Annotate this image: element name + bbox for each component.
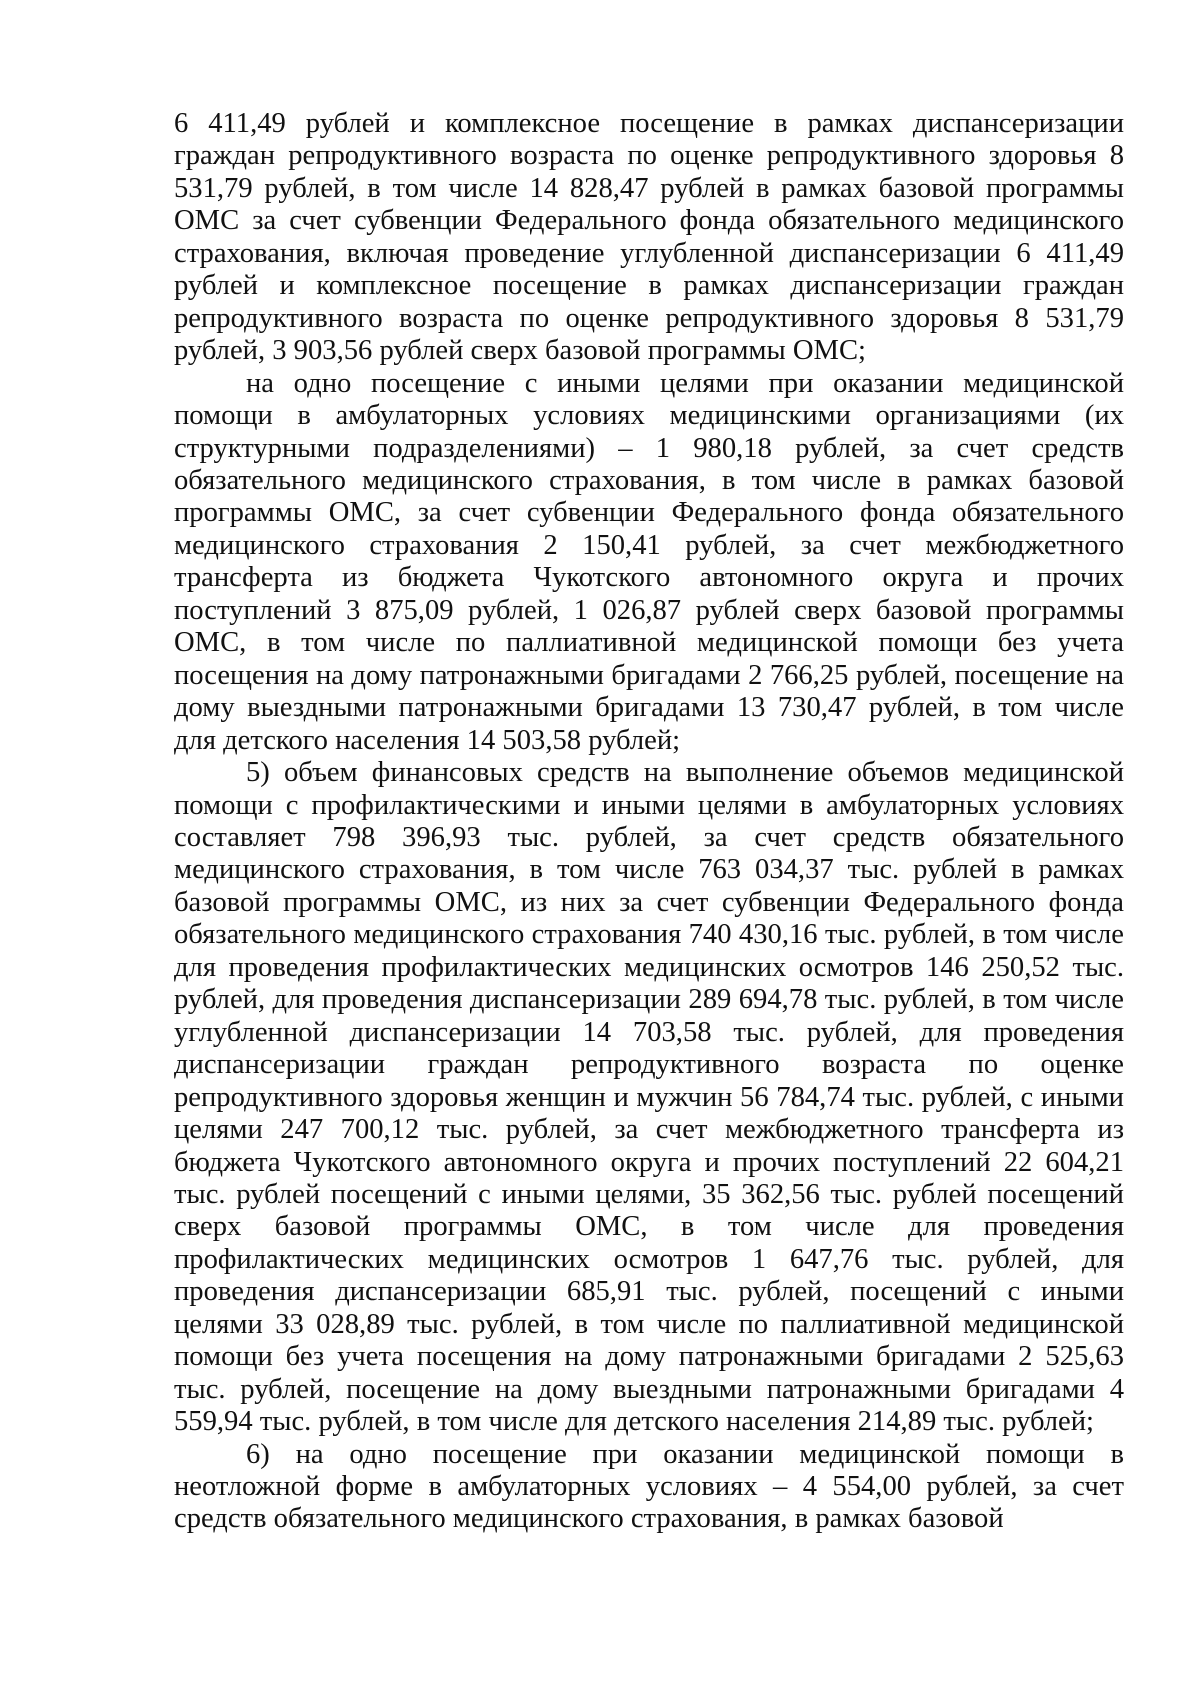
document-page [174, 108, 1124, 1536]
paragraph-item-6: 6) на одно посещение при оказании медицинской помощи в неотложной форме в амбулаторных условиях – 4 554,00 рублей, за счет средств обязательного медицинского страхования, в рамках базовой [174, 1438, 1124, 1535]
paragraph-item-5: 5) объем финансовых средств на выполнение объемов медицинской помощи с профилактическими и иными целями в амбулаторных условиях составляет 798 396,93 тыс. рублей, за счет средств обязательного медицинского страхования, в том числе 763 034,37 тыс. рублей в рамках базовой программы ОМС, из них за счет субвенции Федерального фонда обязательного медицинского страхования 740 430,16 тыс. рублей, в том числе для проведения профилактических медицинских осмотров 146 250,52 тыс. рублей, для проведения диспансеризации 289 694,78 тыс. рублей, в том числе углубленной диспансеризации 14 703,58 тыс. рублей, для проведения диспансеризации граждан репродуктивного возраста по оценке репродуктивного здоровья женщин и мужчин 56 784,74 тыс. рублей, с иными целями 247 700,12 тыс. рублей, за счет межбюджетного трансферта из бюджета Чукотского автономного округа и прочих поступлений 22 604,21 тыс. рублей посещений с иными целями, 35 362,56 тыс. рублей посещений сверх базовой программы ОМС, в том числе для проведения профилактических медицинских осмотров 1 647,76 тыс. рублей, для проведения диспансеризации 685,91 тыс. рублей, посещений с иными целями 33 028,89 тыс. рублей, в том числе по паллиативной медицинской помощи без учета посещения на дому патронажными бригадами 2 525,63 тыс. рублей, посещение на дому выездными патронажными бригадами 4 559,94 тыс. рублей, в том числе для детского населения 214,89 тыс. рублей; [174, 757, 1124, 1438]
paragraph-continuation: 6 411,49 рублей и комплексное посещение в рамках диспансеризации граждан репродуктивного возраста по оценке репродуктивного здоровья 8 531,79 рублей, в том числе 14 828,47 рублей в рамках базовой программы ОМС за счет субвенции Федерального фонда обязательного медицинского страхования, включая проведение углубленной диспансеризации 6 411,49 рублей и комплексное посещение в рамках диспансеризации граждан репродуктивного возраста по оценке репродуктивного здоровья 8 531,79 рублей, 3 903,56 рублей сверх базовой программы ОМС; [174, 108, 1124, 367]
paragraph-other-visits: на одно посещение с иными целями при оказании медицинской помощи в амбулаторных условиях медицинскими организациями (их структурными подразделениями) – 1 980,18 рублей, за счет средств обязательного медицинского страхования, в том числе в рамках базовой программы ОМС, за счет субвенции Федерального фонда обязательного медицинского страхования 2 150,41 рублей, за счет межбюджетного трансферта из бюджета Чукотского автономного округа и прочих поступлений 3 875,09 рублей, 1 026,87 рублей сверх базовой программы ОМС, в том числе по паллиативной медицинской помощи без учета посещения на дому патронажными бригадами 2 766,25 рублей, посещение на дому выездными патронажными бригадами 13 730,47 рублей, в том числе для детского населения 14 503,58 рублей; [174, 367, 1124, 756]
